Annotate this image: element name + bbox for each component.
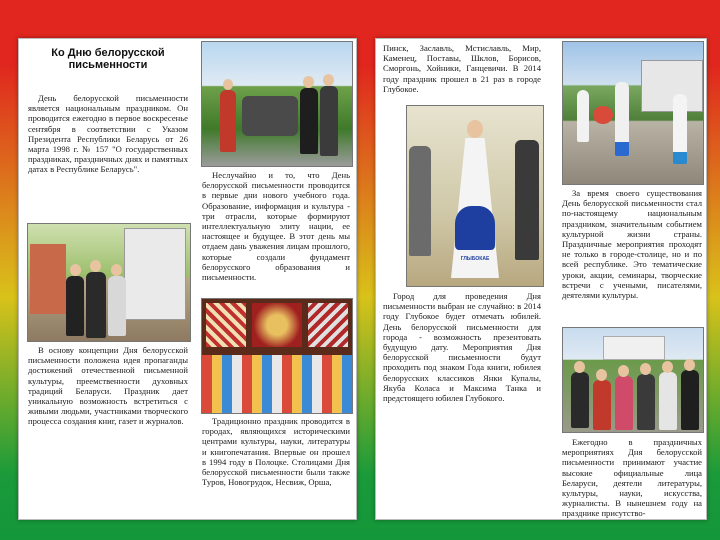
person-head <box>574 361 585 373</box>
person-figure <box>681 370 699 430</box>
person-head <box>111 264 122 276</box>
paragraph-city-choice: Город для проведения Дня письменности выбран не случайно: в 2014 году Глубокое будет отмечать юбилей. День белорусской письменности для города - возможность презентовать будущую дату. Мероприятия Дня белорусской письменности будут проходить под знаком Года книги, юбилея белорусских классиков Янки Купалы, Якуба Коласа и Максима Танка и предстоящего юбилея Глубокого. <box>383 291 541 404</box>
flower-bed <box>593 106 613 124</box>
left-column-1 <box>28 47 188 178</box>
photo-group-people <box>562 327 704 433</box>
photo-crafts-display <box>201 298 353 414</box>
person-figure <box>409 146 431 256</box>
person-head <box>223 79 233 90</box>
handicraft-items <box>202 355 352 413</box>
person-figure <box>300 88 318 154</box>
photo-folk-dress <box>406 105 544 287</box>
left-column-2-bottom <box>202 416 350 490</box>
monument-stone <box>242 96 298 136</box>
person-figure <box>659 372 677 430</box>
person-figure <box>220 90 236 152</box>
person-head <box>618 365 629 377</box>
person-head <box>662 361 673 373</box>
person-figure <box>637 374 655 430</box>
person-head <box>303 76 314 88</box>
paragraph-holiday-intro: День белорусской письменности является национальным праздником. Он проводится ежегодно в первое воскресенье сентября в соответствии с Указом Президента Республики Беларусь от 26 марта 1998 г. № 157 "О государственных праздниках, праздничных днях и памятных датах в Республике Беларусь". <box>28 93 188 175</box>
paragraph-concept: В основу концепции Дня белорусской письменности положена идея пропаганды достижений отечественной письменной культуры, преемственности духовных традиций Беларуси. Праздник дает уникальную возможность встретиться с живыми людьми, участниками творческого процесса создания книг, газет и журналов. <box>28 345 188 427</box>
book-stand <box>30 244 66 314</box>
paragraph-national-holiday: За время своего существования День белорусской письменности стал по-настоящему национальным праздником, значительным событием культурной жизни страны. Праздничные мероприятия проходят не только в городе-столице, но и по всей республике. Это тематические уроки, акции, семинары, творческие встречи с учеными, писателями, деятелями культуры. <box>562 188 702 301</box>
left-column-2 <box>202 170 350 285</box>
photo-street-celebration <box>562 41 704 185</box>
right-column-1 <box>383 291 541 406</box>
kiosk <box>641 60 703 112</box>
photo-exhibition-stand <box>27 223 191 342</box>
person-head <box>90 260 101 272</box>
person-figure <box>66 276 84 336</box>
person-figure <box>86 272 106 338</box>
right-page <box>375 38 707 520</box>
costumed-figure <box>615 82 629 156</box>
white-tent <box>603 336 665 360</box>
right-column-1-top <box>383 43 541 97</box>
person-head <box>596 369 607 381</box>
paragraph-tradition: Традиционно праздник проводится в городах, являющихся историческими центрами культуры, науки, литературы и книгопечатания. Впервые он прошел в 1994 году в Полоцке. Столицами Дня белорусской письменности были также Туров, Новогрудок, Несвиж, Орша, <box>202 416 350 488</box>
embroidery-panel <box>308 303 348 347</box>
paragraph-cities: Пинск, Заславль, Мстиславль, Мир, Каменец, Поставы, Шклов, Борисов, Сморгонь, Хойники, Ганцевичи. В 2014 году праздник прошел в 21 раз в городе Глубокое. <box>383 43 541 94</box>
person-figure <box>515 140 539 260</box>
right-column-2-bottom <box>562 437 702 520</box>
paragraph-officials: Ежегодно в праздничных мероприятиях Дня белорусской письменности принимают участие высокие официальные лица Беларуси, деятели литературы, культуры, науки, искусства, журналисты. В нынешнем году на празднике присутство- <box>562 437 702 519</box>
costumed-figure <box>577 90 589 142</box>
photo-monument-group <box>201 41 353 167</box>
person-head <box>323 74 334 86</box>
left-column-1-bottom <box>28 345 188 430</box>
person-figure <box>593 380 611 430</box>
person-figure <box>320 86 338 156</box>
person-figure <box>108 276 126 336</box>
left-page <box>18 38 357 520</box>
embroidery-panel <box>252 303 302 347</box>
person-head <box>684 359 695 371</box>
person-figure <box>615 376 633 430</box>
paragraph-school-year: Неслучайно и то, что День белорусской письменности проводится в первые дни нового учебного года. Образование, информация и культура - три отрасли, которые формируют интеллектуальную элиту нации, ее настоящее и будущее. В этот день мы отдаем дань уважения лицам прошлого, которые создали фундамент белорусского образования и письменности. <box>202 170 350 283</box>
poster-board <box>124 228 186 320</box>
right-column-2 <box>562 188 702 303</box>
costumed-figure <box>673 94 687 164</box>
page-title: Ко Дню белорусской письменности <box>51 47 165 71</box>
person-head <box>640 363 651 375</box>
person-figure <box>571 372 589 428</box>
dress-ornament <box>455 206 495 250</box>
person-head <box>70 264 81 276</box>
embroidery-panel <box>206 303 246 347</box>
model-head <box>467 120 483 138</box>
dress-inscription: ГЛЫБОКАЕ <box>460 256 490 262</box>
